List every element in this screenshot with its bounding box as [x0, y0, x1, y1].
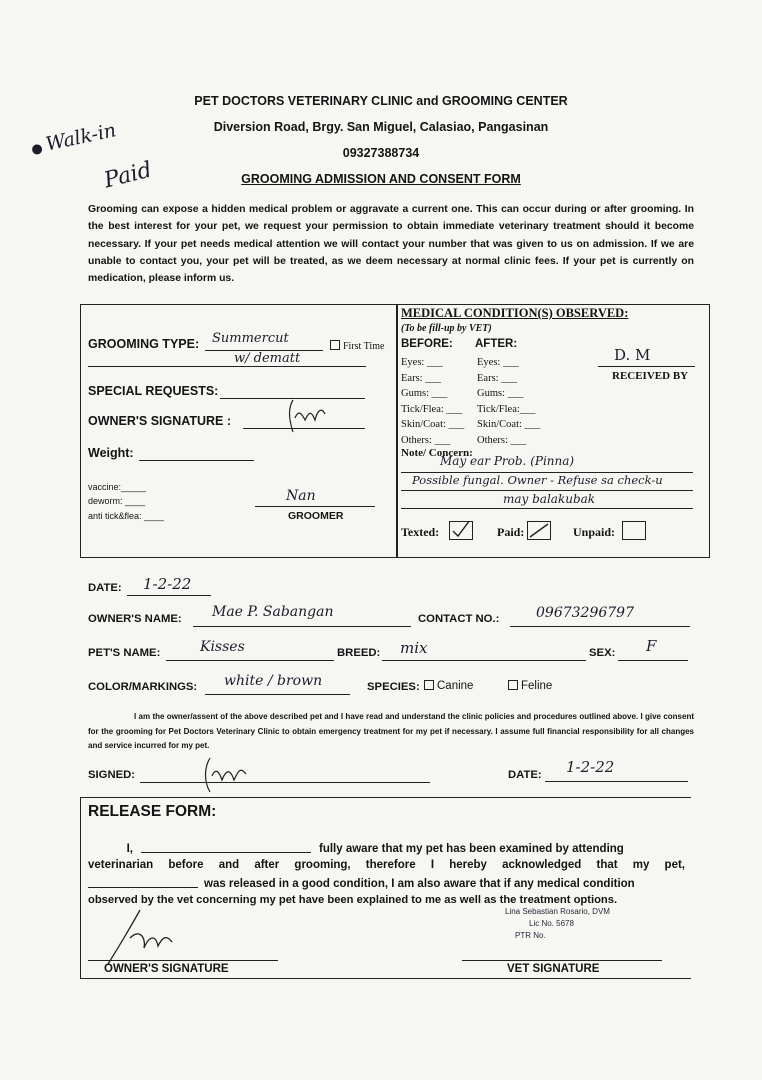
signed-signature-scribble: [200, 754, 250, 796]
grooming-type-line-2: [88, 366, 366, 367]
groomer-line: [255, 506, 375, 507]
release-name-field[interactable]: [141, 840, 311, 853]
release-line-3: was released in a good condition, I am also aware that if any medical condition: [204, 878, 635, 890]
pet-name-label: PET'S NAME:: [88, 647, 161, 659]
signed-date-value: 1-2-22: [566, 758, 615, 776]
after-ears: Ears: ___: [477, 372, 517, 384]
feline-checkbox[interactable]: [508, 680, 518, 690]
note-line-2: Possible fungal. Owner - Refuse sa check-u: [412, 473, 663, 487]
color-value: white / brown: [224, 673, 323, 689]
consent-paragraph: I am the owner/assent of the above described pet and I have read and understand the clinic policies and procedures outlined above. I give consent for the grooming for Pet Doctors Veterinary Clinic to obtain emergency treatment for my pet if necessary. I assume full financial responsibility for all changes and service incurred for my pet.: [88, 712, 694, 750]
contact-value: 09673296797: [536, 605, 634, 621]
grooming-type-label: GROOMING TYPE:: [88, 337, 200, 351]
texted-label: Texted:: [401, 525, 440, 539]
note-line-3-rule: [401, 508, 693, 509]
medical-title: MEDICAL CONDITION(S) OBSERVED:: [401, 306, 629, 320]
box-divider: [396, 304, 398, 557]
received-by-label: RECEIVED BY: [612, 370, 689, 382]
after-label: AFTER:: [475, 338, 518, 350]
note-line-1: May ear Prob. (Pinna): [440, 454, 575, 468]
release-title: RELEASE FORM:: [88, 803, 217, 820]
breed-value: mix: [400, 639, 428, 657]
stamp-name: Lina Sebastian Rosario, DVM: [505, 907, 610, 916]
owner-signature-label: OWNER'S SIGNATURE :: [88, 414, 232, 428]
vet-sig-line[interactable]: [462, 960, 662, 961]
after-list: [477, 355, 540, 448]
first-time-label: First Time: [343, 341, 385, 352]
note-line-2-rule: [401, 490, 693, 491]
before-eyes: Eyes: ___: [401, 357, 443, 368]
sex-value: F: [646, 637, 657, 655]
after-eyes: Eyes: ___: [477, 357, 519, 368]
signed-line[interactable]: [140, 782, 430, 783]
stamp-ptr: PTR No.: [515, 931, 546, 940]
after-skin: Skin/Coat: ___: [477, 419, 541, 430]
canine-label: Canine: [437, 680, 474, 692]
after-others: Others: ___: [477, 434, 527, 446]
date-label: DATE:: [88, 582, 122, 594]
first-time-box-icon[interactable]: [330, 340, 340, 350]
intro-paragraph: Grooming can expose a hidden medical problem or aggravate a current one. This can occur during or after grooming. In the best interest for your pet, we request your permission to obtain immediate veterinary treatment should it become necessary. If your pet needs medical attention we will contact your number that was given to us on admission. If we are unable to contact you, your pet will be treated, as we deem necessary at normal clinic fees. If your pet is currently on medication, please inform us.: [88, 204, 694, 285]
owner-signature-scribble: [285, 398, 330, 438]
before-ears: Ears: ___: [401, 372, 441, 384]
paid-label: Paid:: [497, 525, 525, 539]
before-gums: Gums: ___: [401, 388, 448, 399]
owner-name-label: OWNER'S NAME:: [88, 613, 182, 625]
after-gums: Gums: ___: [477, 388, 524, 399]
before-others: Others: ___: [401, 434, 451, 446]
breed-label: BREED:: [337, 647, 381, 659]
walk-in-note: ● Walk-in: [29, 119, 119, 158]
release-line-3-row: [88, 875, 685, 894]
vet-stamp: [505, 906, 610, 942]
paid-checkbox[interactable]: [527, 521, 551, 540]
grooming-type-value: Summercut: [212, 331, 289, 346]
before-label: BEFORE:: [401, 338, 453, 350]
sex-label: SEX:: [589, 647, 616, 659]
antitick-label: anti tick&flea: ____: [88, 511, 165, 521]
contact-label: CONTACT NO.:: [418, 613, 500, 625]
groomer-value: Nan: [286, 488, 316, 504]
sex-line: [618, 660, 688, 661]
vet-sig-label: VET SIGNATURE: [507, 963, 600, 975]
species-label: SPECIES:: [367, 681, 420, 693]
vaccine-label: vaccine:_____: [88, 482, 147, 492]
checkmark-icon: [450, 522, 472, 539]
feline-label: Feline: [521, 680, 553, 692]
release-pet-field[interactable]: [88, 875, 198, 888]
owner-release-signature-scribble: [100, 908, 190, 968]
unpaid-label: Unpaid:: [573, 525, 616, 539]
canine-checkbox[interactable]: [424, 680, 434, 690]
received-by-value: D. M: [614, 346, 651, 364]
received-by-line: [598, 366, 695, 367]
checkmark-icon: [528, 522, 550, 539]
release-line-1: [88, 840, 685, 859]
before-skin: Skin/Coat: ___: [401, 419, 465, 430]
owner-release-sig-label: OWNER'S SIGNATURE: [104, 963, 229, 975]
color-label: COLOR/MARKINGS:: [88, 681, 198, 693]
stamp-license: Lic No. 5678: [529, 919, 574, 928]
color-line: [205, 694, 350, 695]
weight-field[interactable]: [139, 460, 254, 461]
texted-checkbox[interactable]: [449, 521, 473, 540]
breed-line: [382, 660, 586, 661]
date-line: [127, 595, 211, 596]
medical-subtitle: (To be fill-up by VET): [401, 323, 492, 334]
signed-label: SIGNED:: [88, 769, 136, 781]
owner-name-value: Mae P. Sabangan: [212, 604, 334, 620]
first-time-checkbox[interactable]: [330, 340, 384, 352]
signed-date-line: [545, 781, 688, 782]
after-tick: Tick/Flea:___: [477, 403, 536, 415]
grooming-type-value-2: w/ dematt: [234, 351, 301, 366]
feline-option[interactable]: [508, 680, 552, 692]
release-i-label: I,: [126, 843, 133, 855]
special-requests-label: SPECIAL REQUESTS:: [88, 384, 219, 398]
groomer-label: GROOMER: [288, 510, 344, 522]
owner-name-line: [193, 626, 411, 627]
release-line-2: veterinarian before and after grooming, therefore I hereby acknowledged that my pet,: [88, 859, 685, 871]
clinic-address: Diversion Road, Brgy. San Miguel, Calasiao, Pangasinan: [213, 120, 549, 134]
owner-release-sig-line[interactable]: [88, 960, 278, 961]
release-line-4: observed by the vet concerning my pet have been explained to me as well as the treatment options.: [88, 894, 618, 906]
unpaid-checkbox[interactable]: [622, 521, 646, 540]
note-label: Note/ Concern:: [401, 447, 473, 459]
pet-name-line: [166, 660, 334, 661]
before-list: [401, 355, 464, 448]
weight-label: Weight:: [88, 446, 134, 460]
deworm-label: deworm: ____: [88, 496, 146, 506]
pet-name-value: Kisses: [200, 639, 245, 655]
signed-date-label: DATE:: [508, 769, 542, 781]
clinic-name: PET DOCTORS VETERINARY CLINIC and GROOMING CENTER: [194, 94, 568, 108]
canine-option[interactable]: [424, 680, 473, 692]
date-value: 1-2-22: [143, 575, 192, 593]
form-title: GROOMING ADMISSION AND CONSENT FORM: [241, 172, 521, 186]
note-line-3: may balakubak: [503, 492, 596, 506]
release-line-1-text: fully aware that my pet has been examined by attending: [319, 843, 624, 855]
paid-note: Paid: [101, 157, 155, 194]
contact-line: [510, 626, 690, 627]
clinic-phone: 09327388734: [342, 146, 420, 160]
before-tick: Tick/Flea: ___: [401, 403, 463, 415]
